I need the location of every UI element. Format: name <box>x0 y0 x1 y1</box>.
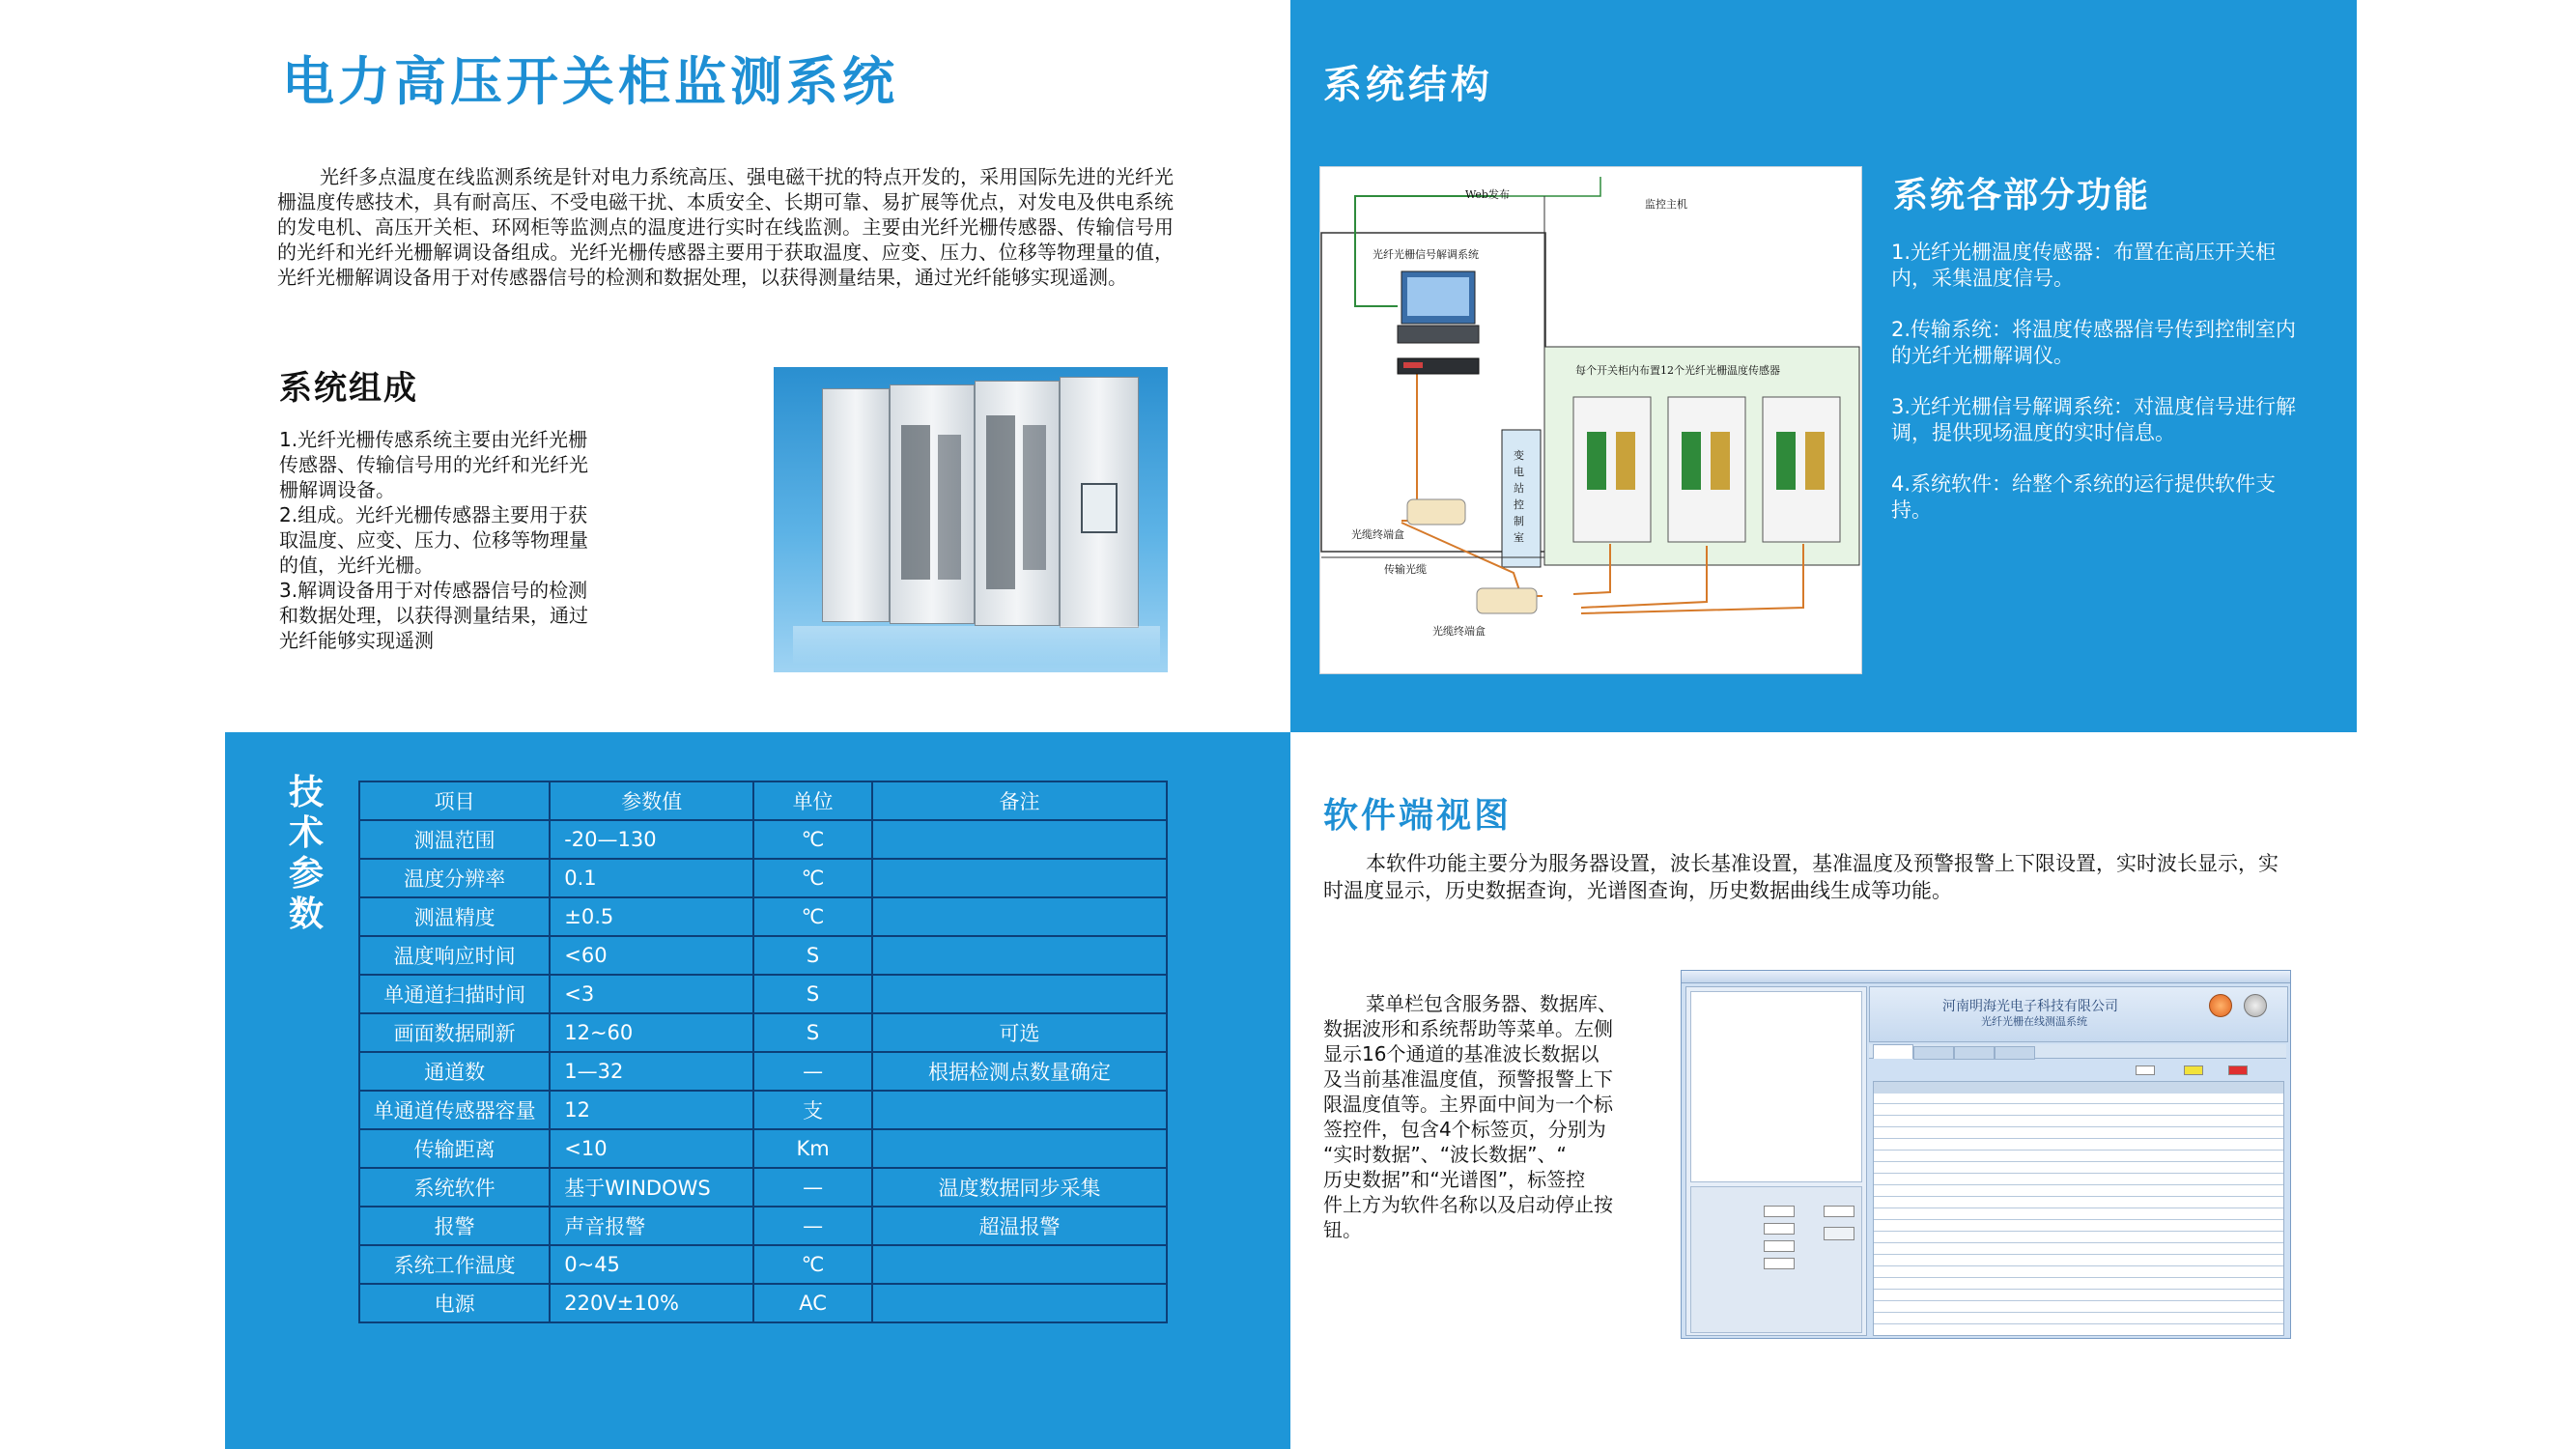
label-host: 监控主机 <box>1645 198 1687 211</box>
cell: <60 <box>550 936 753 975</box>
cell <box>872 1284 1167 1322</box>
table-row <box>359 1284 1167 1322</box>
tab-wavelength[interactable] <box>1913 1046 1954 1060</box>
composition-line: 3.解调设备用于对传感器信号的检测 <box>279 579 588 602</box>
cell: 通道数 <box>359 1052 550 1091</box>
cell <box>872 820 1167 859</box>
composition-line: 取温度、应变、压力、位移等物理量 <box>279 528 588 552</box>
table-row <box>359 975 1167 1013</box>
cell: AC <box>753 1284 872 1322</box>
tab-history[interactable] <box>1954 1046 1995 1060</box>
cell <box>872 897 1167 936</box>
header-cell: 参数值 <box>550 781 753 820</box>
label-demod: 光纤光栅信号解调系统 <box>1373 248 1479 261</box>
cell: 温度分辨率 <box>359 859 550 897</box>
tech-title-char: 参 <box>288 854 324 894</box>
cell: 温度响应时间 <box>359 936 550 975</box>
tech-title-char: 数 <box>288 895 324 934</box>
system-name: 光纤光栅在线测温系统 <box>1981 1015 2087 1028</box>
table-header-row <box>359 781 1167 820</box>
cell <box>872 1129 1167 1168</box>
cell: 画面数据刷新 <box>359 1013 550 1052</box>
structure-title: 系统结构 <box>1323 63 1493 107</box>
cell: 根据检测点数量确定 <box>872 1052 1167 1091</box>
tab-realtime[interactable] <box>1873 1044 1913 1059</box>
channel-panel <box>1685 986 1867 1336</box>
cell: 0~45 <box>550 1245 753 1284</box>
start-button[interactable] <box>2209 994 2232 1017</box>
desc-line: 数据波形和系统帮助等菜单。左侧 <box>1323 1017 1613 1040</box>
functions-title: 系统各部分功能 <box>1893 176 2151 215</box>
page-title: 电力高压开关柜监测系统 <box>282 51 898 112</box>
cell: S <box>753 936 872 975</box>
table-row <box>359 1013 1167 1052</box>
desc-line: 历史数据”和“光谱图”，标签控 <box>1323 1168 1586 1191</box>
cell: 系统软件 <box>359 1168 550 1207</box>
label-cabinet-note: 每个开关柜内布置12个光纤光栅温度传感器 <box>1575 364 1780 377</box>
cell: — <box>753 1168 872 1207</box>
cell: ℃ <box>753 859 872 897</box>
cell: 可选 <box>872 1013 1167 1052</box>
composition-line: 传感器、传输信号用的光纤和光纤光 <box>279 453 588 476</box>
table-row <box>359 1052 1167 1091</box>
cell <box>872 859 1167 897</box>
cell: 基于WINDOWS <box>550 1168 753 1207</box>
desc-line: 限温度值等。主界面中间为一个标 <box>1323 1093 1613 1116</box>
cell: 12~60 <box>550 1013 753 1052</box>
stop-button[interactable] <box>2244 994 2267 1017</box>
composition-list <box>279 427 646 653</box>
tab-spectrum[interactable] <box>1995 1046 2035 1060</box>
label-web: Web发布 <box>1465 188 1510 201</box>
composition-line: 2.组成。光纤光栅传感器主要用于获 <box>279 503 588 526</box>
label-control-room: 变电站控制室 <box>1514 449 1524 544</box>
cell: — <box>753 1052 872 1091</box>
tech-title-char: 技 <box>288 773 324 812</box>
intro-paragraph: 光纤多点温度在线监测系统是针对电力系统高压、强电磁干扰的特点开发的，采用国际先进的光纤光栅温度传感技术，具有耐高压、不受电磁干扰、本质安全、长期可靠、易扩展等优点，对发电及供电系统的发电机、高压开关柜、环网柜等监测点的温度进行实时在线监测。主要由光纤光栅传感器、传输信号用的光纤和光纤光栅解调设备组成。光纤光栅传感器主要用于获取温度、应变、压力、位移等物理量的值，光纤光栅解调设备用于对传感器信号的检测和数据处理，以获得测量结果，通过光纤能够实现遥测。 <box>277 165 1174 289</box>
desc-line: 及当前基准温度值，预警报警上下 <box>1323 1067 1613 1091</box>
cell: 1—32 <box>550 1052 753 1091</box>
tech-spec-table <box>358 781 1168 1323</box>
cell <box>872 1245 1167 1284</box>
table-row <box>359 1207 1167 1245</box>
function-item: 3.光纤光栅信号解调系统：对温度信号进行解调，提供现场温度的实时信息。 <box>1891 395 2297 444</box>
label-terminal-2: 光缆终端盒 <box>1432 625 1486 638</box>
composition-title: 系统组成 <box>279 369 418 408</box>
cell: <3 <box>550 975 753 1013</box>
cell: 电源 <box>359 1284 550 1322</box>
label-cable: 传输光缆 <box>1384 563 1427 576</box>
composition-line: 和数据处理，以获得测量结果，通过 <box>279 604 588 627</box>
cell <box>872 936 1167 975</box>
table-row <box>359 1168 1167 1207</box>
cell: ℃ <box>753 820 872 859</box>
table-row <box>359 859 1167 897</box>
cell: — <box>753 1207 872 1245</box>
cell: 支 <box>753 1091 872 1129</box>
cell: 220V±10% <box>550 1284 753 1322</box>
function-item: 1.光纤光栅温度传感器：布置在高压开关柜内，采集温度信号。 <box>1891 241 2277 290</box>
cell <box>872 975 1167 1013</box>
cell: ℃ <box>753 897 872 936</box>
cell: 单通道扫描时间 <box>359 975 550 1013</box>
diagram-lines <box>1320 167 1861 673</box>
cell: 12 <box>550 1091 753 1129</box>
data-grid <box>1873 1081 2284 1336</box>
label-terminal-1: 光缆终端盒 <box>1351 528 1404 541</box>
header-cell: 项目 <box>359 781 550 820</box>
composition-line: 的值，光纤光栅。 <box>279 554 434 577</box>
table-row <box>359 936 1167 975</box>
cell: <10 <box>550 1129 753 1168</box>
company-name: 河南明海光电子科技有限公司 <box>1942 999 2118 1014</box>
header-cell: 单位 <box>753 781 872 820</box>
cell: 0.1 <box>550 859 753 897</box>
function-item: 2.传输系统：将温度传感器信号传到控制室内的光纤光栅解调仪。 <box>1891 318 2297 367</box>
switchgear-photo <box>774 367 1168 672</box>
table-row <box>359 897 1167 936</box>
tech-side-title <box>285 773 327 935</box>
table-row <box>359 1245 1167 1284</box>
system-structure-diagram <box>1319 166 1862 674</box>
tech-title-char: 术 <box>288 813 324 853</box>
cell: 报警 <box>359 1207 550 1245</box>
desc-line: 显示16个通道的基准波长数据以 <box>1323 1042 1599 1065</box>
cell: 测温范围 <box>359 820 550 859</box>
software-description <box>1323 991 1681 1242</box>
desc-line: 菜单栏包含服务器、数据库、 <box>1366 992 1617 1015</box>
cell: 系统工作温度 <box>359 1245 550 1284</box>
function-item: 4.系统软件：给整个系统的运行提供软件支持。 <box>1891 472 2277 522</box>
cell: Km <box>753 1129 872 1168</box>
composition-line: 光纤能够实现遥测 <box>279 629 434 652</box>
table-row <box>359 820 1167 859</box>
software-title: 软件端视图 <box>1323 796 1513 836</box>
desc-line: 件上方为软件名称以及启动停止按 <box>1323 1193 1613 1216</box>
cell: 超温报警 <box>872 1207 1167 1245</box>
header-cell: 备注 <box>872 781 1167 820</box>
cell: ±0.5 <box>550 897 753 936</box>
cell: 传输距离 <box>359 1129 550 1168</box>
cell: 测温精度 <box>359 897 550 936</box>
composition-line: 栅解调设备。 <box>279 478 395 501</box>
table-row <box>359 1129 1167 1168</box>
cell: 单通道传感器容量 <box>359 1091 550 1129</box>
cell <box>872 1091 1167 1129</box>
desc-line: “实时数据”、“波长数据”、“ <box>1323 1143 1567 1166</box>
cell: 声音报警 <box>550 1207 753 1245</box>
cell: S <box>753 1013 872 1052</box>
composition-line: 1.光纤光栅传感系统主要由光纤光栅 <box>279 428 588 451</box>
software-intro: 本软件功能主要分为服务器设置，波长基准设置，基准温度及预警报警上下限设置，实时波长显示，实时温度显示，历史数据查询，光谱图查询，历史数据曲线生成等功能。 <box>1323 852 2279 902</box>
desc-line: 签控件，包含4个标签页，分别为 <box>1323 1118 1606 1141</box>
cell: S <box>753 975 872 1013</box>
cell: 温度数据同步采集 <box>872 1168 1167 1207</box>
desc-line: 钮。 <box>1323 1218 1362 1241</box>
cell: -20—130 <box>550 820 753 859</box>
software-window <box>1681 970 2291 1339</box>
cell: ℃ <box>753 1245 872 1284</box>
table-row <box>359 1091 1167 1129</box>
